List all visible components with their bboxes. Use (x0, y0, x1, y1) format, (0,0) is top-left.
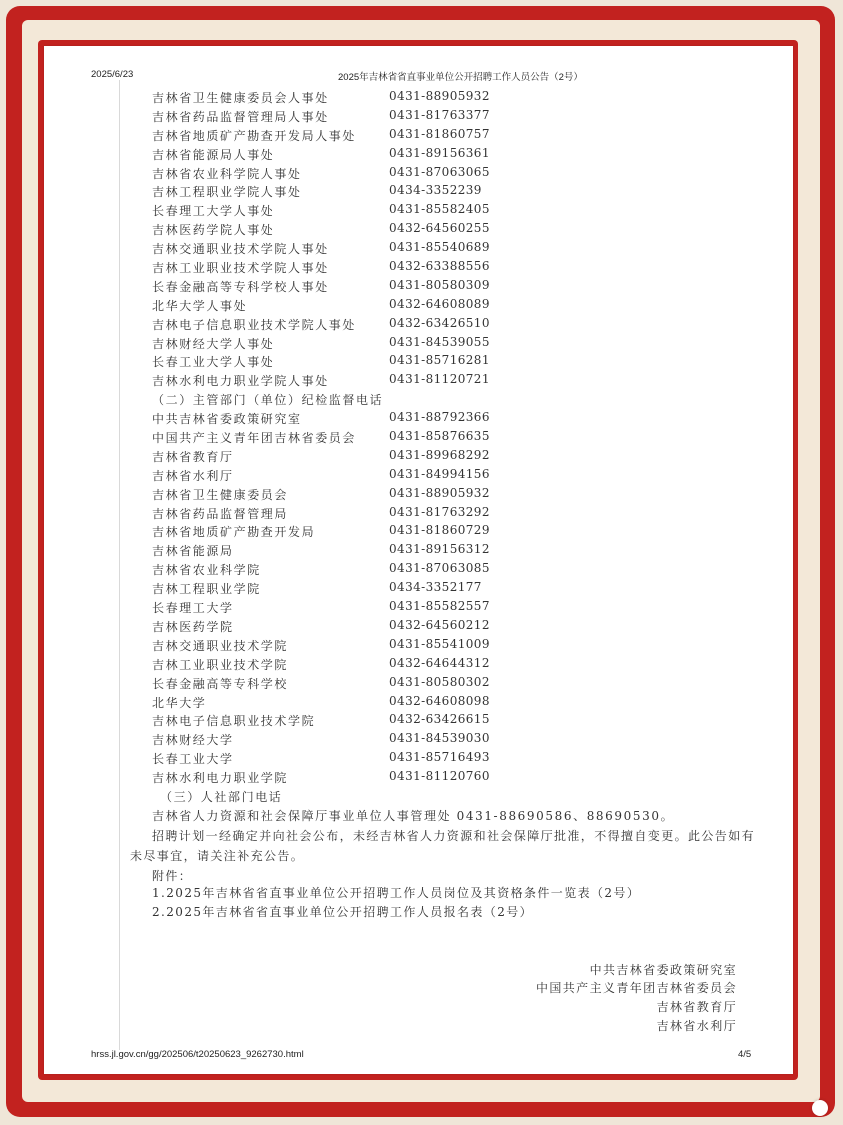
list-item (0, 88, 843, 107)
unit-name: 吉林省卫生健康委员会人事处 (152, 91, 329, 105)
unit-name: 吉林省药品监督管理局 (152, 506, 289, 521)
unit-phone: 0431-85716493 (389, 750, 490, 765)
unit-phone: 0431-85582557 (389, 599, 490, 614)
unit-name: 吉林工程职业学院 (152, 582, 261, 597)
list-item (0, 655, 843, 674)
unit-name: 吉林医药学院 (152, 619, 234, 634)
list-item (0, 466, 843, 485)
unit-name: 吉林财经大学人事处 (152, 336, 275, 351)
unit-phone: 0434-3352177 (389, 580, 482, 595)
unit-name: 长春工业大学人事处 (152, 355, 275, 370)
list-item (0, 485, 843, 504)
unit-name: 长春工业大学 (152, 752, 234, 767)
unit-name: 吉林省教育厅 (152, 449, 234, 464)
unit-phone: 0431-84994156 (389, 466, 490, 481)
signature-line: 中国共产主义青年团吉林省委员会 (535, 981, 737, 995)
list-item (0, 107, 843, 126)
attachment-1: 1.2025年吉林省省直事业单位公开招聘工作人员岗位及其资格条件一览表（2号） (152, 886, 641, 900)
unit-name: 长春理工大学人事处 (152, 204, 275, 219)
list-item (0, 749, 843, 768)
list-item (0, 522, 843, 541)
attachment-2: 2.2025年吉林省省直事业单位公开招聘工作人员报名表（2号） (152, 905, 534, 919)
unit-phone: 0434-3352239 (389, 183, 482, 198)
unit-phone: 0432-63426615 (389, 712, 490, 727)
list-item (0, 560, 843, 579)
list-item (0, 636, 843, 655)
unit-phone: 0432-64560255 (389, 221, 490, 236)
unit-phone: 0431-89156361 (389, 145, 490, 160)
unit-phone: 0431-85540689 (389, 240, 490, 255)
unit-name: 吉林省水利厅 (152, 468, 234, 483)
list-item (0, 711, 843, 730)
unit-phone: 0432-63388556 (389, 259, 490, 274)
unit-name: 中国共产主义青年团吉林省委员会 (152, 431, 357, 446)
unit-phone: 0431-81860757 (389, 126, 490, 141)
unit-name: 吉林省能源局人事处 (152, 147, 275, 162)
unit-name: 北华大学人事处 (152, 298, 248, 313)
list-item (0, 352, 843, 371)
unit-name: 吉林省能源局 (152, 544, 234, 559)
unit-phone: 0431-88905932 (389, 89, 490, 103)
list-item (0, 806, 843, 825)
unit-phone: 0431-81860729 (389, 523, 490, 538)
notice-line-1: 招聘计划一经确定并向社会公布，未经吉林省人力资源和社会保障厅批准，不得擅自变更。此公告如有 (152, 829, 756, 843)
unit-name: 吉林交通职业技术学院人事处 (152, 242, 329, 257)
list-item (0, 541, 843, 560)
unit-phone: 0432-63426510 (389, 315, 490, 330)
list-item (0, 220, 843, 239)
notice-line-2: 未尽事宜，请关注补充公告。 (130, 849, 305, 863)
section-3-title: （三）人社部门电话 (160, 789, 283, 804)
page-number: 4/5 (738, 1049, 752, 1060)
unit-phone: 0431-87063065 (389, 164, 490, 179)
unit-name: 北华大学 (152, 695, 207, 710)
list-item (0, 164, 843, 183)
list-item (0, 504, 843, 523)
unit-name: 吉林省农业科学院 (152, 563, 261, 578)
unit-phone: 0432-64560212 (389, 617, 490, 632)
list-item (0, 239, 843, 258)
corner-button-icon[interactable] (812, 1100, 828, 1116)
unit-name: 吉林水利电力职业学院人事处 (152, 374, 329, 389)
unit-phone: 0431-81763292 (389, 504, 490, 519)
list-item (0, 598, 843, 617)
unit-name: 吉林省地质矿产勘查开发局 (152, 525, 316, 540)
list-item (0, 768, 843, 787)
unit-name: 长春理工大学 (152, 601, 234, 616)
unit-phone: 0431-85582405 (389, 202, 490, 217)
list-item (0, 371, 843, 390)
unit-name: 吉林工程职业学院人事处 (152, 185, 302, 200)
unit-phone: 0431-81120760 (389, 769, 490, 784)
unit-phone: 0431-89156312 (389, 542, 490, 557)
unit-phone: 0431-84539055 (389, 334, 490, 349)
unit-phone: 0431-81120721 (389, 372, 490, 387)
section-2-title: （二）主管部门（单位）纪检监督电话 (152, 393, 384, 408)
unit-phone: 0431-89968292 (389, 447, 490, 462)
list-item (0, 617, 843, 636)
list-item (0, 447, 843, 466)
section-heading (0, 390, 843, 409)
unit-phone: 0431-87063085 (389, 561, 490, 576)
list-item (0, 258, 843, 277)
unit-name: 吉林工业职业技术学院人事处 (152, 261, 329, 276)
unit-phone: 0431-81763377 (389, 107, 490, 122)
unit-name: 吉林水利电力职业学院 (152, 771, 289, 786)
unit-name: 吉林电子信息职业技术学院 (152, 714, 316, 729)
list-item (0, 428, 843, 447)
unit-phone: 0432-64644312 (389, 655, 490, 670)
list-item (0, 693, 843, 712)
unit-phone: 0431-84539030 (389, 731, 490, 746)
contact-list (0, 88, 843, 825)
unit-phone: 0431-80580309 (389, 277, 490, 292)
unit-name: 吉林交通职业技术学院 (152, 638, 289, 653)
list-item (0, 145, 843, 164)
list-item (0, 334, 843, 353)
unit-name: 吉林医药学院人事处 (152, 223, 275, 238)
unit-phone: 0431-88792366 (389, 410, 490, 425)
unit-name: 吉林财经大学 (152, 733, 234, 748)
unit-name: 吉林工业职业技术学院 (152, 657, 289, 672)
unit-phone: 0431-88905932 (389, 485, 490, 500)
list-item (0, 277, 843, 296)
attachments-label: 附件： (152, 869, 193, 883)
list-item (0, 315, 843, 334)
list-item (0, 201, 843, 220)
unit-phone: 0431-85716281 (389, 353, 490, 368)
unit-name: 吉林省药品监督管理局人事处 (152, 109, 329, 124)
list-item (0, 296, 843, 315)
print-title: 2025年吉林省省直事业单位公开招聘工作人员公告（2号） (338, 72, 583, 83)
signature-line: 吉林省教育厅 (656, 1000, 737, 1014)
section-heading (0, 787, 843, 806)
list-item (0, 126, 843, 145)
list-item (0, 730, 843, 749)
unit-phone: 0431-85876635 (389, 429, 490, 444)
list-item (0, 409, 843, 428)
signature-line: 中共吉林省委政策研究室 (589, 963, 737, 977)
unit-name: 长春金融高等专科学校 (152, 676, 289, 691)
unit-name: 吉林省地质矿产勘查开发局人事处 (152, 128, 357, 143)
unit-name: 吉林省卫生健康委员会 (152, 487, 289, 502)
list-item (0, 182, 843, 201)
unit-phone: 0432-64608089 (389, 296, 490, 311)
unit-name: 吉林电子信息职业技术学院人事处 (152, 317, 357, 332)
unit-phone: 0431-80580302 (389, 674, 490, 689)
unit-phone: 0432-64608098 (389, 693, 490, 708)
unit-name: 长春金融高等专科学校人事处 (152, 279, 329, 294)
list-item (0, 674, 843, 693)
unit-name: 吉林省农业科学院人事处 (152, 166, 302, 181)
unit-name: 中共吉林省委政策研究室 (152, 412, 302, 427)
section-3-text: 吉林省人力资源和社会保障厅事业单位人事管理处 0431-88690586、88690530。 (152, 808, 675, 823)
print-date: 2025/6/23 (91, 69, 134, 80)
list-item (0, 579, 843, 598)
unit-phone: 0431-85541009 (389, 636, 490, 651)
print-url: hrss.jl.gov.cn/gg/202506/t20250623_9262730.html (91, 1049, 304, 1060)
signature-line: 吉林省水利厅 (656, 1019, 737, 1033)
